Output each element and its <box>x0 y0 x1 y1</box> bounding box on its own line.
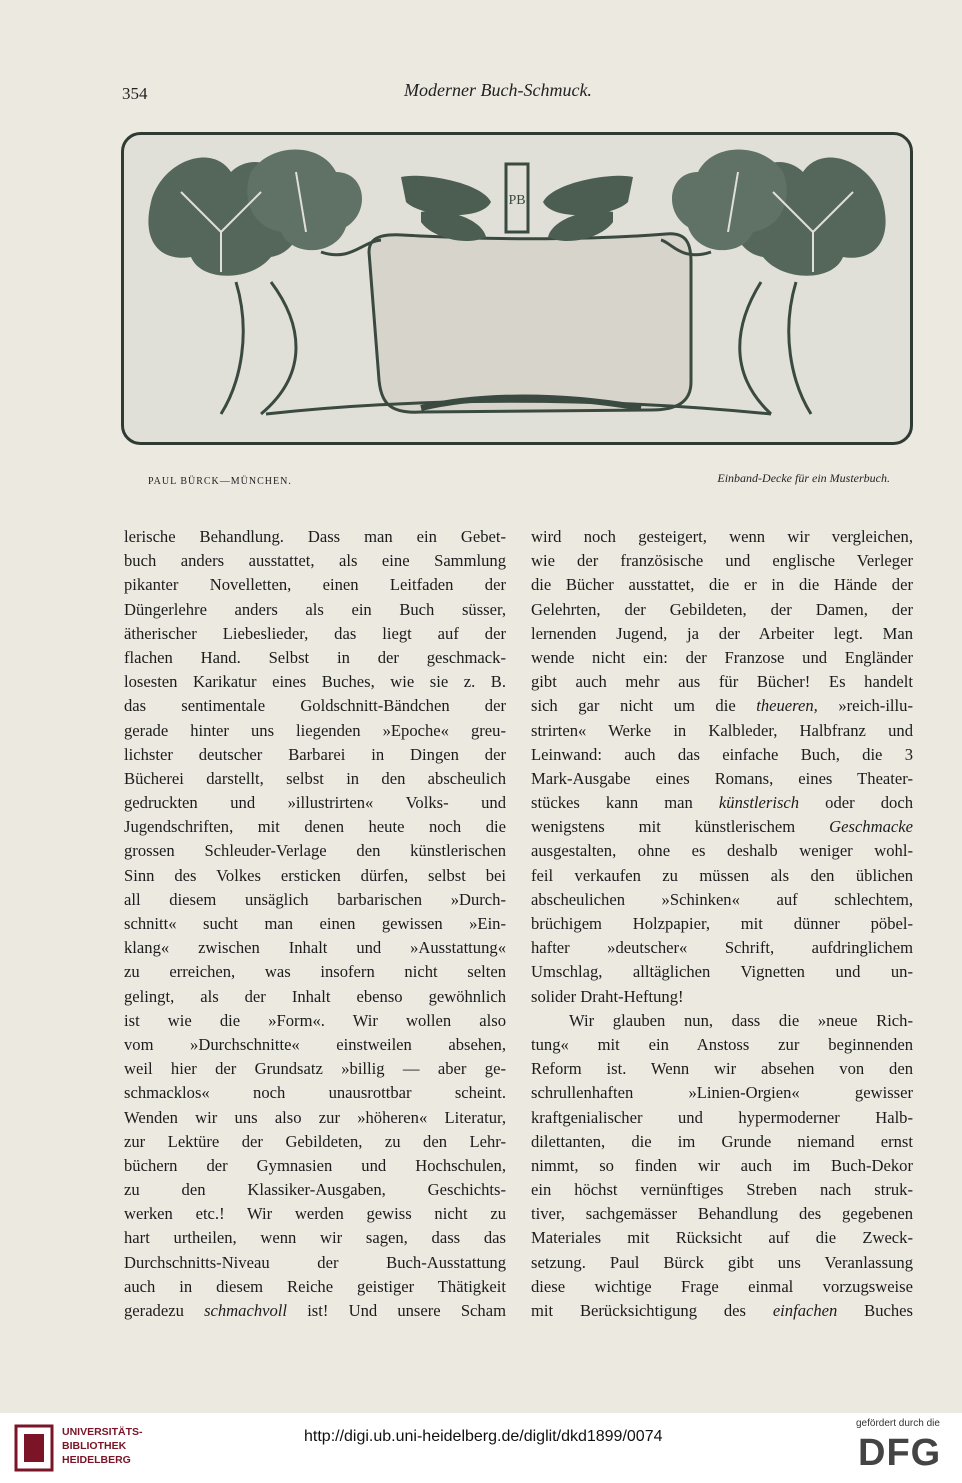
library-line: UNIVERSITÄTS- <box>62 1426 143 1438</box>
text-line <box>531 791 913 815</box>
text-line: kraftgenialischer und hypermoderner Halb- <box>531 1107 913 1127</box>
text-span: ist! Und unsere Scham <box>287 1301 506 1320</box>
text-line: zu den Klassiker-Ausgaben, Geschichts- <box>124 1180 506 1200</box>
italic-text: einfachen <box>772 1301 838 1320</box>
text-line: das sentimentale Goldschnitt-Bändchen der <box>124 696 506 716</box>
text-line: feil verkaufen zu müssen als den üblichen <box>531 865 913 885</box>
italic-text: theueren, <box>756 696 818 716</box>
text-line <box>531 815 913 839</box>
text-line: setzung. Paul Bürck gibt uns Veranlassung <box>531 1252 913 1272</box>
text-line: Umschlag, alltäglichen Vignetten und un- <box>531 962 913 982</box>
caption-artist: PAUL BÜRCK—MÜNCHEN. <box>148 476 292 487</box>
caption-title: Einband-Decke für ein Musterbuch. <box>717 471 890 485</box>
text-line: abscheulichen »Schinken« auf schlechtem, <box>531 889 913 909</box>
text-line: Gelehrten, der Gebildeten, der Damen, der <box>531 599 913 619</box>
text-line: Bücherei darstellt, selbst in den abscheulich <box>124 768 506 788</box>
text-line: ausgestalten, ohne es deshalb weniger wohl- <box>531 841 913 861</box>
text-line: auch in diesem Reiche geistiger Thätigkeit <box>124 1276 506 1296</box>
university-seal-icon <box>14 1424 54 1472</box>
text-line: ist wie die »Form«. Wir wollen also <box>124 1010 506 1030</box>
text-line: Mark-Ausgabe eines Romans, eines Theater- <box>531 768 913 788</box>
text-line: Reform ist. Wenn wir absehen von den <box>531 1059 913 1079</box>
text-line: die Bücher ausstattet, die er in die Hände der <box>531 575 913 595</box>
text-line: brüchigem Holzpapier, mit dünner pöbel- <box>531 914 913 933</box>
monogram-label: PB <box>508 193 526 208</box>
text-line: lernenden Jugend, ja der Arbeiter legt. Man <box>531 623 913 643</box>
text-line: lichster deutscher Barbarei in Dingen der <box>124 744 506 764</box>
book-cover-ornament <box>121 132 913 445</box>
italic-text: schmachvoll <box>204 1301 288 1320</box>
text-line: grossen Schleuder-Verlage den künstlerischen <box>124 841 506 861</box>
text-line: Materiales mit Rücksicht auf die Zweck- <box>531 1228 913 1248</box>
text-line: hart urtheilen, wenn wir sagen, dass das <box>124 1228 506 1248</box>
library-name <box>62 1425 143 1467</box>
text-line: wird noch gesteigert, wenn wir vergleichen, <box>531 527 913 546</box>
library-line: BIBLIOTHEK <box>62 1440 127 1452</box>
page-number: 354 <box>122 84 148 103</box>
italic-text: Geschmacke <box>829 817 913 837</box>
text-line: all diesem unsäglich barbarischen »Durch- <box>124 889 506 909</box>
text-line: büchern der Gymnasien und Hochschulen, <box>124 1155 506 1175</box>
dfg-logo: DFG <box>858 1432 942 1474</box>
source-url-link[interactable]: http://digi.ub.uni-heidelberg.de/diglit/dkd1899/0074 <box>304 1428 663 1445</box>
text-line: schnitt« sucht man einen gewissen »Ein- <box>124 914 506 933</box>
left-text-column <box>124 525 506 1323</box>
text-line: buch anders ausstattet, als eine Sammlung <box>124 551 506 571</box>
text-span: geradezu <box>124 1301 205 1320</box>
text-line: flachen Hand. Selbst in der geschmack- <box>124 647 506 667</box>
text-span: stückes kann man <box>531 793 719 813</box>
text-line: klang« zwischen Inhalt und »Ausstattung« <box>124 938 506 958</box>
running-title: Moderner Buch-Schmuck. <box>404 80 592 100</box>
text-span: »reich-illu- <box>817 696 913 716</box>
text-line: schmacklos« noch unausrottbar scheint. <box>124 1083 506 1103</box>
text-line: gelingt, als der Inhalt ebenso gewöhnlich <box>124 986 506 1006</box>
text-line: Leinwand: auch das einfache Buch, die 3 <box>531 744 913 764</box>
text-line: wie der französische und englische Verleger <box>531 551 913 571</box>
text-line: strirten« Werke in Kalbleder, Halbfranz und <box>531 720 913 740</box>
text-line: lerische Behandlung. Dass man ein Gebet- <box>124 527 506 546</box>
text-line: tung« mit ein Anstoss zur beginnenden <box>531 1034 913 1054</box>
text-span: sich gar nicht um die <box>531 696 757 716</box>
text-line: Sinn des Volkes ersticken dürfen, selbst bei <box>124 865 506 885</box>
text-span: wenigstens mit künstlerischem <box>531 817 830 837</box>
text-line: ein höchst vernünftiges Streben nach struk- <box>531 1180 913 1200</box>
text-line: gibt auch mehr aus für Bücher! Es handelt <box>531 672 913 692</box>
italic-text: künstlerisch <box>718 793 800 813</box>
text-line: tiver, sachgemässer Behandlung des gegebenen <box>531 1204 913 1224</box>
viewer-footer <box>0 1413 962 1483</box>
text-line: dilettanten, die im Grunde niemand ernst <box>531 1131 913 1151</box>
text-span: Buches <box>837 1301 913 1320</box>
text-line: schrullenhaften »Linien-Orgien« gewisser <box>531 1083 913 1103</box>
library-line: HEIDELBERG <box>62 1454 131 1466</box>
text-line: weil hier der Grundsatz »billig — aber ge- <box>124 1059 506 1079</box>
text-line: losesten Karikatur eines Buches, wie sie z. B. <box>124 672 506 692</box>
text-line: gedruckten und »illustrirten« Volks- und <box>124 793 506 813</box>
text-line: diese wichtige Frage einmal vorzugsweise <box>531 1276 913 1296</box>
text-line: ätherischer Liebeslieder, das liegt auf der <box>124 623 506 643</box>
text-line: Wir glauben nun, dass die »neue Rich- <box>569 1010 913 1030</box>
text-line: solider Draht-Heftung! <box>531 986 684 1006</box>
text-line <box>124 1299 506 1323</box>
text-line: Durchschnitts-Niveau der Buch-Ausstattung <box>124 1252 506 1272</box>
text-line <box>531 694 913 718</box>
text-line: vom »Durchschnitte« einstweilen absehen, <box>124 1034 506 1054</box>
text-line: hafter »deutscher« Schrift, aufdringlichem <box>531 938 913 958</box>
text-span: mit Berücksichtigung des <box>531 1301 773 1320</box>
text-line <box>531 1299 913 1323</box>
right-text-column <box>531 525 913 1323</box>
text-line: gerade hinter uns liegenden »Epoche« greu- <box>124 720 506 740</box>
text-line: Jugendschriften, mit denen heute noch die <box>124 817 506 837</box>
text-line: werken etc.! Wir werden gewiss nicht zu <box>124 1204 506 1224</box>
text-line: Wenden wir uns also zur »höheren« Literatur, <box>124 1107 506 1127</box>
text-line: zu erreichen, was insofern nicht selten <box>124 962 506 982</box>
text-line: Düngerlehre anders als ein Buch süsser, <box>124 599 506 619</box>
text-line: nimmt, so finden wir auch im Buch-Dekor <box>531 1155 913 1175</box>
text-line: pikanter Novelletten, einen Leitfaden der <box>124 575 506 595</box>
text-line: zur Lektüre der Gebildeten, zu den Lehr- <box>124 1131 506 1151</box>
text-line: wende nicht ein: der Franzose und Engländer <box>531 647 913 667</box>
funding-note: gefördert durch die <box>856 1418 940 1429</box>
text-span: oder doch <box>799 793 913 813</box>
